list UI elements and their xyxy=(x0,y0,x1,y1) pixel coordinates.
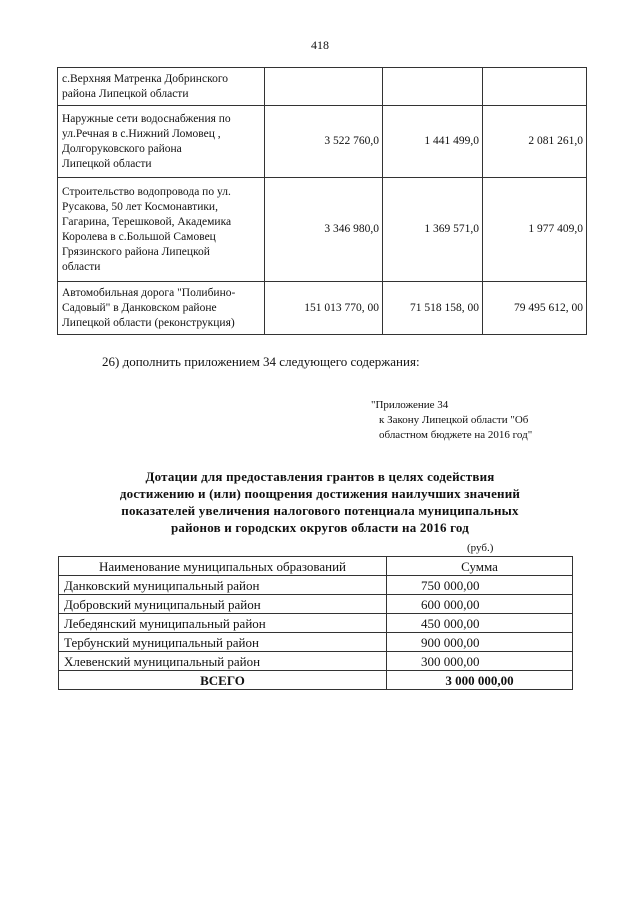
project-name-cell xyxy=(58,68,265,106)
heading-line: Дотации для предоставления грантов в целях содействия xyxy=(145,469,495,484)
appendix-line: областном бюджете на 2016 год" xyxy=(379,429,533,441)
project-amount-cell: 1 441 499,0 xyxy=(383,106,483,178)
project-name-line: Автомобильная дорога "Полибино- xyxy=(62,286,236,299)
district-name-cell: Тербунский муниципальный район xyxy=(59,633,387,652)
table-header-row xyxy=(59,557,573,576)
table-row xyxy=(59,614,573,633)
grants-table xyxy=(58,556,573,690)
project-amount-cell: 1 977 409,0 xyxy=(483,178,587,282)
district-name-cell: Данковский муниципальный район xyxy=(59,576,387,595)
project-amount-cell: 79 495 612, 00 xyxy=(483,282,587,335)
column-header-name: Наименование муниципальных образований xyxy=(59,557,387,576)
project-amount-cell: 71 518 158, 00 xyxy=(383,282,483,335)
project-name-line: Гагарина, Терешковой, Академика xyxy=(62,215,232,228)
project-total-cell: 151 013 770, 00 xyxy=(265,282,383,335)
grant-amount-cell: 300 000,00 xyxy=(387,652,573,671)
project-name-line: области xyxy=(62,260,101,273)
total-amount-cell: 3 000 000,00 xyxy=(387,671,573,690)
project-name-line: Липецкой области (реконструкция) xyxy=(62,316,235,329)
project-name-line: ул.Речная в с.Нижний Ломовец , xyxy=(62,127,221,140)
table-row xyxy=(59,652,573,671)
appendix-note xyxy=(371,398,532,443)
district-name-cell: Добровский муниципальный район xyxy=(59,595,387,614)
project-total-cell: 3 346 980,0 xyxy=(265,178,383,282)
project-name-line: с.Верхняя Матренка Добринского xyxy=(62,72,229,85)
project-name-line: Долгоруковского района xyxy=(62,142,182,155)
page-number: 418 xyxy=(311,38,329,52)
project-name-line: района Липецкой области xyxy=(62,87,189,100)
heading-line: районов и городских округов области на 2016 год xyxy=(170,520,470,535)
heading-line: показателей увеличения налогового потенциала муниципальных xyxy=(121,503,519,518)
table-row xyxy=(58,282,587,335)
grant-amount-cell: 900 000,00 xyxy=(387,633,573,652)
project-name-cell xyxy=(58,282,265,335)
project-name-line: Русакова, 50 лет Космонавтики, xyxy=(62,200,218,213)
appendix-line: "Приложение 34 xyxy=(371,399,449,411)
project-name-line: Строительство водопровода по ул. xyxy=(62,185,231,198)
project-name-cell xyxy=(58,106,265,178)
project-name-line: Липецкой области xyxy=(62,157,152,170)
project-name-line: Наружные сети водоснабжения по xyxy=(62,112,231,125)
district-name-cell: Лебедянский муниципальный район xyxy=(59,614,387,633)
project-total-cell xyxy=(265,68,383,106)
heading-line: достижению и (или) поощрения достижения наилучших значений xyxy=(119,486,521,501)
project-amount-cell xyxy=(383,68,483,106)
column-header-amount: Сумма xyxy=(387,557,573,576)
total-label-cell: ВСЕГО xyxy=(59,671,387,690)
grant-amount-cell: 450 000,00 xyxy=(387,614,573,633)
table-row xyxy=(59,633,573,652)
table-row xyxy=(59,576,573,595)
projects-table xyxy=(57,67,587,335)
table-row xyxy=(59,595,573,614)
total-row xyxy=(59,671,573,690)
table-row xyxy=(58,106,587,178)
project-name-line: Королева в с.Большой Самовец xyxy=(62,230,216,243)
grant-amount-cell: 750 000,00 xyxy=(387,576,573,595)
appendix-line: к Закону Липецкой области "Об xyxy=(379,414,529,426)
project-amount-cell xyxy=(483,68,587,106)
project-name-cell xyxy=(58,178,265,282)
project-amount-cell: 2 081 261,0 xyxy=(483,106,587,178)
project-amount-cell: 1 369 571,0 xyxy=(383,178,483,282)
project-name-line: Садовый" в Данковском районе xyxy=(62,301,217,314)
table-row xyxy=(58,178,587,282)
document-heading xyxy=(60,468,580,536)
table-row xyxy=(58,68,587,106)
project-name-line: Грязинского района Липецкой xyxy=(62,245,210,258)
amendment-text: 26) дополнить приложением 34 следующего содержания: xyxy=(102,354,420,369)
project-total-cell: 3 522 760,0 xyxy=(265,106,383,178)
district-name-cell: Хлевенский муниципальный район xyxy=(59,652,387,671)
grant-amount-cell: 600 000,00 xyxy=(387,595,573,614)
currency-unit-label: (руб.) xyxy=(467,542,494,554)
